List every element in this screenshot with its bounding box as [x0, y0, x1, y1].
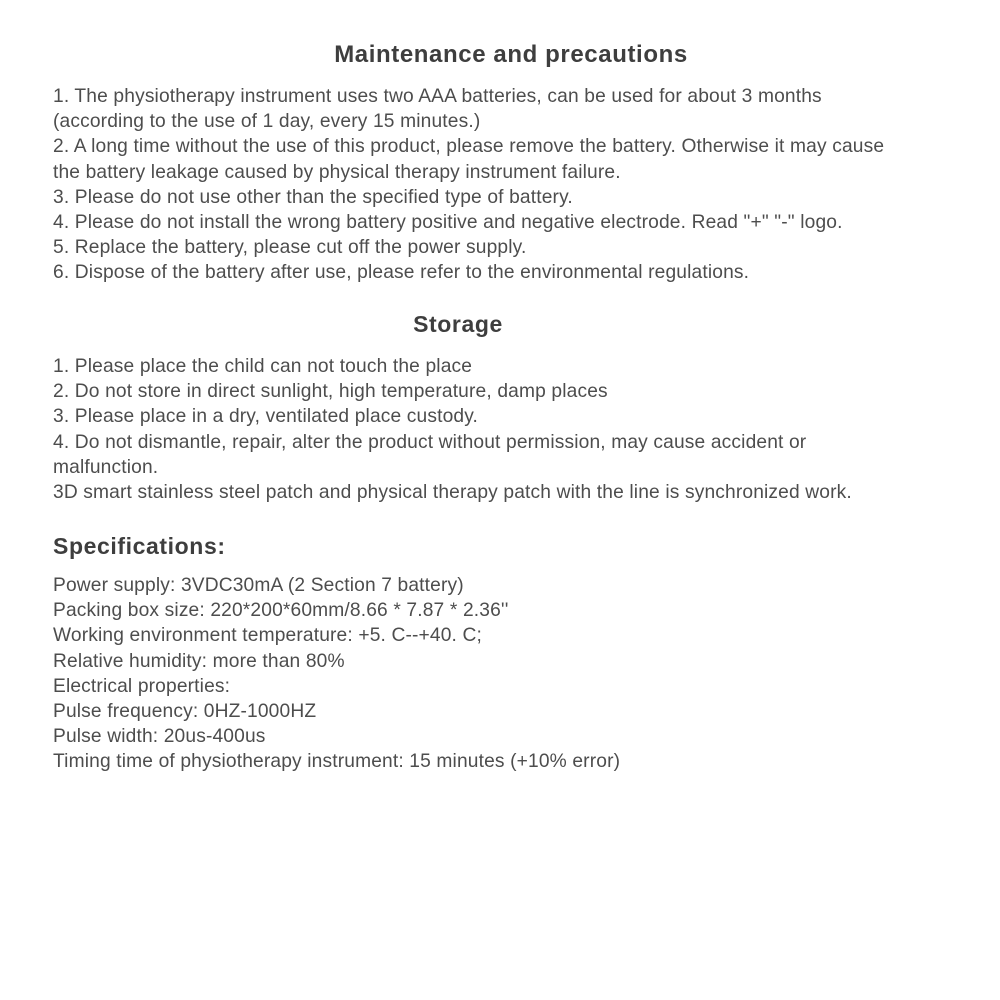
maintenance-list — [53, 84, 983, 286]
storage-list — [53, 354, 983, 505]
maintenance-line: 6. Dispose of the battery after use, please refer to the environmental regulations. — [53, 262, 750, 284]
storage-line: 2. Do not store in direct sunlight, high temperature, damp places — [53, 381, 608, 403]
maintenance-line: 3. Please do not use other than the specified type of battery. — [53, 186, 573, 208]
maintenance-line: (according to the use of 1 day, every 15 minutes.) — [53, 111, 481, 133]
specification-line: Packing box size: 220*200*60mm/8.66 * 7.87 * 2.36'' — [53, 600, 509, 622]
storage-line: 1. Please place the child can not touch the place — [53, 356, 473, 377]
maintenance-line: the battery leakage caused by physical therapy instrument failure. — [53, 161, 621, 183]
maintenance-heading: Maintenance and precautions — [334, 41, 688, 68]
maintenance-line: 2. A long time without the use of this product, please remove the battery. Otherwise it may cause — [53, 136, 885, 158]
specification-line: Pulse width: 20us-400us — [53, 726, 266, 748]
storage-line: 4. Do not dismantle, repair, alter the product without permission, may cause accident or — [53, 431, 807, 453]
specifications-heading: Specifications: — [53, 533, 226, 559]
specification-line: Relative humidity: more than 80% — [53, 650, 345, 672]
specification-line: Working environment temperature: +5. C--+40. C; — [53, 625, 483, 647]
specification-line: Power supply: 3VDC30mA (2 Section 7 battery) — [53, 575, 464, 596]
maintenance-line: 4. Please do not install the wrong battery positive and negative electrode. Read "+" "-" logo. — [53, 211, 843, 233]
specification-line: Pulse frequency: 0HZ-1000HZ — [53, 700, 317, 722]
specifications-list — [53, 573, 983, 775]
storage-line: 3D smart stainless steel patch and physical therapy patch with the line is synchronized work. — [53, 481, 852, 503]
storage-line: 3. Please place in a dry, ventilated place custody. — [53, 406, 479, 428]
maintenance-line: 5. Replace the battery, please cut off the power supply. — [53, 237, 527, 259]
storage-heading: Storage — [413, 311, 503, 337]
storage-line: malfunction. — [53, 456, 159, 478]
maintenance-line: 1. The physiotherapy instrument uses two AAA batteries, can be used for about 3 months — [53, 86, 822, 107]
specification-line: Electrical properties: — [53, 675, 231, 697]
specification-line: Timing time of physiotherapy instrument: 15 minutes (+10% error) — [53, 751, 621, 773]
